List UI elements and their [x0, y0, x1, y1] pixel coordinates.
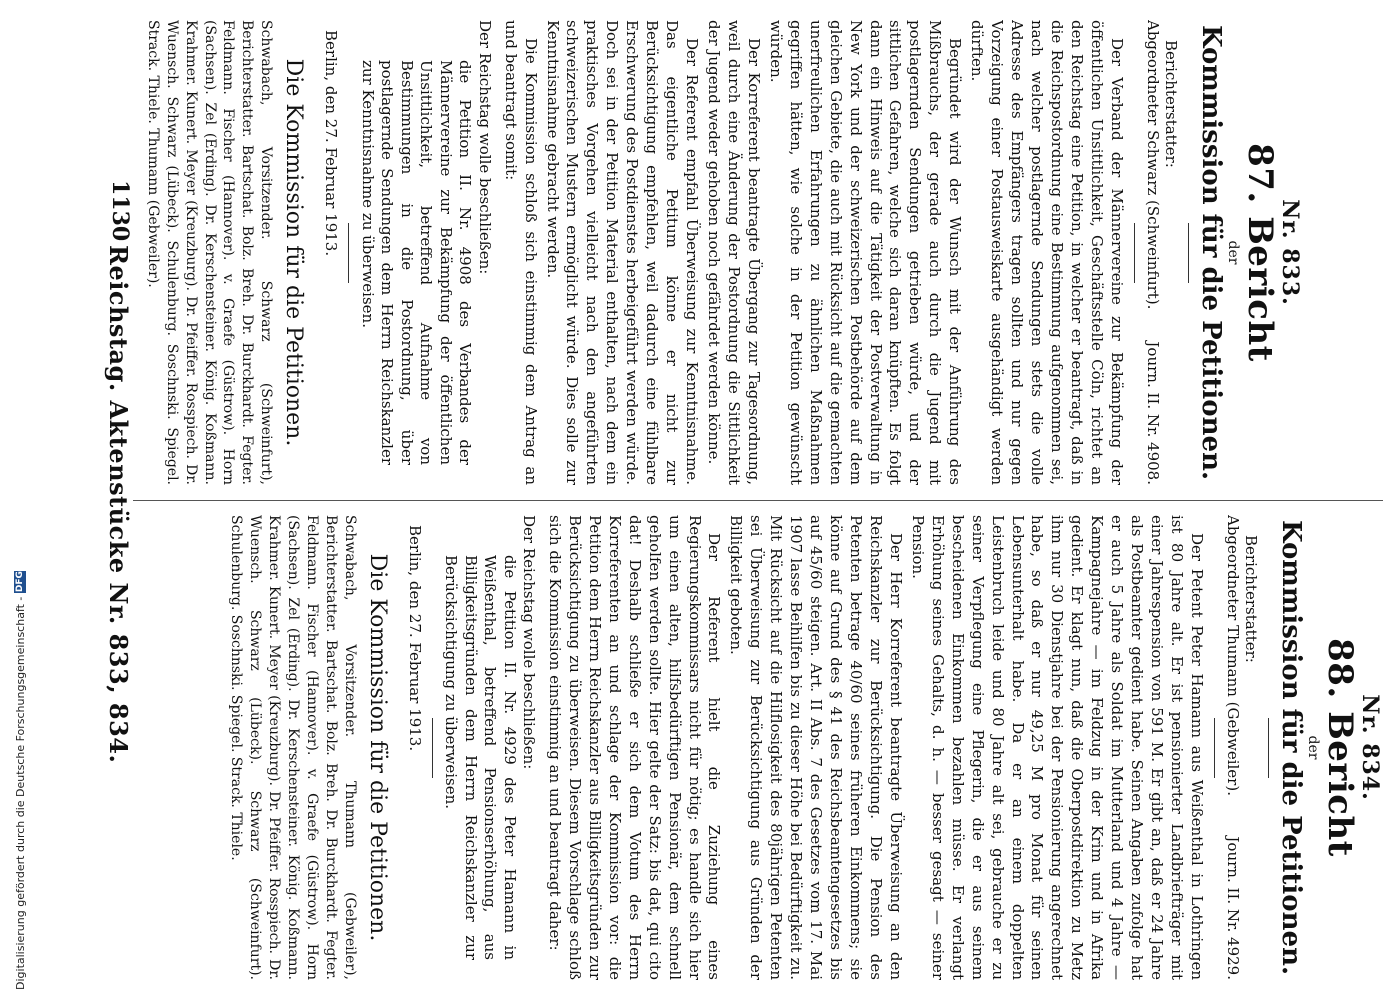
resolution-intro: Der Reichstag wolle beschließen: — [475, 20, 494, 275]
section-rule — [1214, 718, 1215, 778]
commission-signature: Die Kommission für die Petitionen. — [364, 553, 390, 942]
report-834 — [143, 515, 1383, 980]
paragraph: Der Verband der Männervereine zur Bekämpfung der öffentlichen Unsittlichkeit, Geschäftsstelle Cöln, richtet an den Reichstag eine Petition, in welcher er beantragt, daß in die Reichspostordnung eine Bestimmung aufgenommen sei, nach welcher postlagernde Sendungen stets die volle Adresse des Empfängers tragen sollten und nur gegen Vorzeigung einer Postausweiskarte ausgehändigt werden dürften. — [968, 20, 1126, 485]
journal-number: Journ. II. Nr. 4929. — [1223, 836, 1242, 980]
section-rule — [1134, 223, 1135, 283]
paragraph: Der Korreferent beantragte Übergang zur Tagesordnung, weil durch eine Änderung der Postordnung die Sittlichkeit der Jugend weder gehoben noch gefährdet werden könne. — [705, 20, 763, 485]
paragraph: Der Herr Korreferent beantragte Überweisung an den Reichskanzler zur Berücksichtigung. Die Pension des Petenten betrage 40/60 seines früheren Einkommens; sie könne auf Grund des § 41 des Reichsbeamtengesetzes bis auf 45/60 steigen. Art. II Abs. 7 des Gesetzes vom 17. Mai 1907 lasse Beihilfen bis zu dieser Höhe bei Bedürftigkeit zu. Mit Rücksicht auf die Hilflosigkeit des 80jährigen Petenten sei Überweisung zur Berücksichtigung aus Gründen der Billigkeit geboten. — [727, 515, 905, 980]
rapporteur-name: Abgeordneter Thumann (Gebweiler). — [1223, 515, 1242, 796]
report-number: Nr. 833. — [1276, 199, 1303, 306]
commission-signature: Die Kommission für die Petitionen. — [281, 58, 307, 447]
commission-title: Kommission für die Petitionen. — [1196, 24, 1227, 481]
journal-number: Journ. II. Nr. 4908. — [1143, 341, 1162, 485]
report-der: der — [1225, 240, 1242, 265]
report-833 — [143, 20, 1383, 485]
paragraph: Der Referent hielt die Zuziehung eines Regierungskommissars nicht für nötig; es handle sich hier um einen alten, hilfsbedürftigen Pensionär, dem schnell geholfen werden sollte. Hier gelte der Satz: bis dat, qui cito dat! Deshalb schließe er sich dem Votum des Herrn Korreferenten an und schlage der Kommission vor: die Petition dem Herrn Reichskanzler aus Billigkeitsgründen zur Berücksichtigung zu überweisen. Diesem Vorschlage schloß sich die Kommission einstimmig an und beantragt daher: — [545, 515, 724, 980]
running-head: Reichstag. Aktenstücke Nr. 833, 834. — [104, 245, 133, 764]
report-title: 88. Bericht — [1320, 638, 1360, 857]
title-rule — [1188, 223, 1189, 283]
page-number: 1130 — [107, 180, 133, 242]
paragraph: Begründet wird der Wunsch mit der Anführung des Mißbrauchs, der gerade auch durch die Jugend mit postlagernden Sendungen getrieben würde, und der sittlichen Gefahren, welche sich daran knüpften. Es folgt dann ein Hinweis auf die Tätigkeit der Postverwaltung in New York und der schweizerischen Postbehörde auf dem gleichen Gebiete, die auch mit Rücksicht auf die gemachten unerfreulichen Erfahrungen zu ähnlichen Maßnahmen gegriffen hätten, wie solche in der Petition gewünscht würden. — [766, 20, 965, 485]
rapporteur-label: Berichterstatter: — [1241, 535, 1260, 663]
rapporteur-row — [1223, 515, 1242, 980]
resolution-text: die Petition II. Nr. 4929 des Peter Hamann in Weißenthal, betreffend Pensionserhöhung, aus Billigkeitsgründen dem Herrn Reichskanzler zur Berücksichtigung zu überweisen. — [442, 555, 519, 960]
date-line: Berlin, den 27. Februar 1913. — [405, 525, 424, 752]
dfg-logo-icon: DFG — [15, 571, 25, 593]
paragraph: Die Kommission schloß sich einstimmig dem Antrag an und beantragt somit: — [501, 20, 540, 485]
resolution-intro: Der Reichstag wolle beschließen: — [520, 515, 539, 770]
column-divider — [133, 500, 1383, 501]
rapporteur-label: Berichterstatter: — [1161, 40, 1180, 168]
paragraph: Der Referent empfahl Überweisung zur Kenntnisnahme. Das eigentliche Petitum könne er nicht zur Berücksichtigung empfehlen, weil dadurch eine fühlbare Erschwerung des Postdienstes herbeigeführt werden würde. Doch sei in der Petition Material enthalten, nach dem ein praktisches Vorgehen vielleicht nach den angeführten schweizerischen Mustern ermöglicht würde. Dies solle zur Kenntnisnahme gebracht werden. — [543, 20, 702, 485]
section-rule — [348, 223, 349, 283]
member-list: Schwabach, Vorsitzender. Schwarz (Schweinfurt), Berichterstatter. Bartschat. Bolz. Breh. Dr. Burckhardt. Fegter. Feldmann. Fischer (Hannover). v. Graefe (Güstrow). Horn (Sachsen). Zel (Erding). Dr. Kerschensteiner. König. Koßmann. Krahmer. Kunert. Meyer (Kreuzburg). Dr. Pfeiffer. Rosspiech. Dr. Wuensch. Schwarz (Lübeck). Schulenburg. Soschnski. Spiegel. Strack. Thiele. Thumann (Gebweiler). — [144, 20, 275, 485]
report-title: 87. Bericht — [1239, 143, 1280, 362]
report-number: Nr. 834. — [1357, 694, 1383, 801]
paragraph: Der Petent Peter Hamann aus Weißenthal in Lothringen ist 80 Jahre alt. Er ist pensionierter Landbriefträger mit einer Jahrespension von 591 M. Er gibt an, daß er 24 Jahre als Postbeamter gedient habe. Seinen Angaben zufolge hat er auch 5 Jahre als Soldat im Mutterland und 4 Jahre — Kampagnejahre — im Feldzug in der Krim und in Afrika gedient. Er klagt nun, daß die Oberpostdirektion zu Metz ihm nur 30 Dienstjahre bei der Pensionierung angerechnet habe, so daß er nur 49,25 M pro Monat für seinen Lebensunterhalt habe. Da er an einem doppelten Leistenbruch leide und 80 Jahre alt sei, gebrauche er zu seiner Verpflegung eine Pflegerin, die er aus seinem bescheidenen Einkommen bezahlen müsse. Er verlangt Erhöhung seines Gehalts, d. h. — besser gesagt — seiner Pension. — [908, 515, 1206, 980]
title-rule — [1268, 718, 1269, 778]
rapporteur-row — [1143, 20, 1162, 485]
section-rule — [432, 718, 433, 778]
report-der: der — [1305, 735, 1322, 760]
rapporteur-name: Abgeordneter Schwarz (Schweinfurt). — [1143, 20, 1162, 310]
credit-text: Digitalisierung gefördert durch die Deutsche Forschungsgemeinschaft - — [13, 596, 27, 990]
resolution-text: die Petition II. Nr. 4908 des Verbandes der Männervereine zur Bekämpfung der öffentlichen Unsittlichkeit, betreffend Aufnahme von Bestimmungen in die Postordnung, über postlagernde Sendungen dem Herrn Reichskanzler zur Kenntnisnahme zu überweisen. — [358, 60, 475, 465]
date-line: Berlin, den 27. Februar 1913. — [322, 30, 341, 257]
member-list: Schwabach, Vorsitzender. Thumann (Gebweiler), Berichterstatter. Bartschat. Bolz. Breh. Dr. Burckhardt. Fegter. Feldmann. Fischer (Hannover). v. Graefe (Güstrow). Horn (Sachsen). Zel (Erding). Dr. Kerschensteiner. König. Koßmann. Krahmer. Kunert. Meyer (Kreuzburg). Dr. Pfeiffer. Rosspiech. Dr. Wuensch. Schwarz (Lübeck). Schwarz (Schweinfurt). Schulenburg. Soschnski. Spiegel. Strack. Thiele. — [228, 515, 358, 980]
digitization-credit — [10, 10, 30, 990]
commission-title: Kommission für die Petitionen. — [1276, 519, 1307, 976]
